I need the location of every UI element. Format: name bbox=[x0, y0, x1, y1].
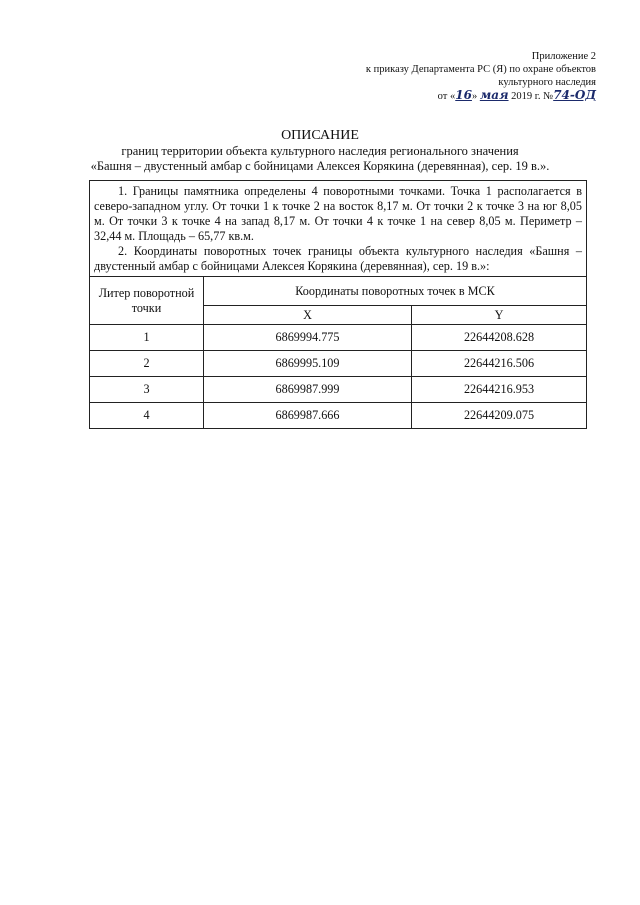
document-title: ОПИСАНИЕ bbox=[281, 128, 359, 143]
date-month: мая bbox=[479, 88, 509, 102]
appendix-order-ref: к приказу Департамента РС (Я) по охране объектов bbox=[365, 64, 596, 75]
appendix-heritage: культурного наследия bbox=[498, 77, 596, 88]
cell-point: 4 bbox=[90, 403, 204, 429]
heading-line-1: границ территории объекта культурного наследия регионального значения bbox=[121, 144, 519, 158]
date-prefix: от « bbox=[437, 91, 456, 102]
date-day: 16 bbox=[455, 88, 472, 102]
table-header-row bbox=[90, 277, 586, 306]
paragraph-1: 1. Границы памятника определены 4 поворотными точками. Точка 1 располагается в северо-западном углу. От точки 1 к точке 2 на восток 8,17 м. От точки 2 к точке 3 на юг 8,05 м. От точки 3 к точке 4 на запад 8,17 м. От точки 4 к точке 1 на север 8,05 м. Периметр – 32,44 м. Площадь – 65,77 кв.м. bbox=[94, 184, 582, 243]
cell-point: 2 bbox=[90, 351, 204, 377]
header-coordinates: Координаты поворотных точек в МСК bbox=[204, 277, 587, 306]
cell-point: 1 bbox=[90, 325, 204, 351]
header-point: Литер поворотной точки bbox=[90, 277, 204, 325]
date-mid: » bbox=[471, 91, 480, 102]
cell-y: 22644208.628 bbox=[412, 325, 587, 351]
header-x: X bbox=[204, 306, 412, 325]
appendix-block bbox=[346, 50, 596, 103]
description-frame bbox=[89, 180, 587, 429]
coordinates-table bbox=[90, 276, 586, 428]
cell-y: 22644216.506 bbox=[412, 351, 587, 377]
cell-y: 22644216.953 bbox=[412, 377, 587, 403]
table-row bbox=[90, 403, 586, 429]
order-number: 74-ОД bbox=[553, 88, 596, 102]
appendix-title: Приложение 2 bbox=[531, 51, 596, 62]
table-row bbox=[90, 377, 586, 403]
cell-y: 22644209.075 bbox=[412, 403, 587, 429]
cell-x: 6869987.999 bbox=[204, 377, 412, 403]
header-y: Y bbox=[412, 306, 587, 325]
heading-line-2: «Башня – двустенный амбар с бойницами Алексея Корякина (деревянная), сер. 19 в.». bbox=[90, 159, 550, 173]
document-heading bbox=[0, 128, 640, 174]
appendix-date-line bbox=[346, 89, 596, 103]
cell-x: 6869994.775 bbox=[204, 325, 412, 351]
date-year: 2019 г. № bbox=[508, 91, 554, 102]
table-row bbox=[90, 351, 586, 377]
cell-x: 6869995.109 bbox=[204, 351, 412, 377]
paragraph-2: 2. Координаты поворотных точек границы объекта культурного наследия «Башня – двустенный амбар с бойницами Алексея Корякина (деревянная), сер. 19 в.»: bbox=[94, 244, 582, 273]
cell-x: 6869987.666 bbox=[204, 403, 412, 429]
cell-point: 3 bbox=[90, 377, 204, 403]
intro-text bbox=[90, 181, 586, 276]
table-row bbox=[90, 325, 586, 351]
